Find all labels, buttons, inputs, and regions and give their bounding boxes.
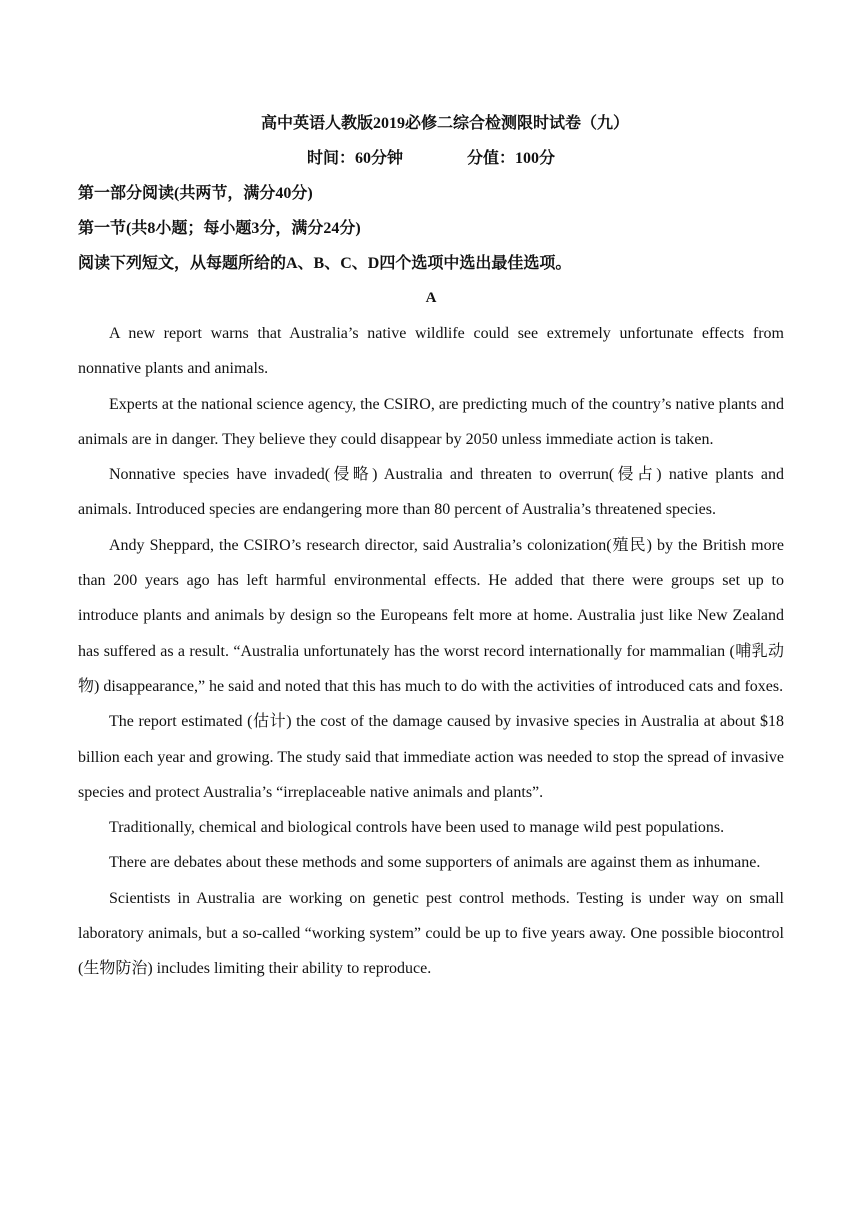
paragraph-5: The report estimated (估计) the cost of the damage caused by invasive species in Australia at about $18 billion each year and growing. The study said that immediate action was needed to stop the spread of invasive species and protect Australia’s “irreplaceable native animals and plants”. bbox=[78, 713, 784, 801]
exam-meta bbox=[78, 141, 784, 176]
exam-title: 高中英语人教版2019必修二综合检测限时试卷（九） bbox=[260, 115, 629, 132]
exam-page bbox=[78, 106, 784, 987]
section-heading: 第一节(共8小题；每小题3分，满分24分) bbox=[78, 220, 361, 237]
total-score: 分值：100分 bbox=[467, 150, 556, 167]
directions-text: 阅读下列短文，从每题所给的A、B、C、D四个选项中选出最佳选项。 bbox=[78, 255, 572, 272]
paragraph-8: Scientists in Australia are working on genetic pest control methods. Testing is under way on small laboratory animals, but a so-called “working system” could be up to five years away. One possible biocontrol (生物防治) includes limiting their ability to reproduce. bbox=[78, 889, 784, 978]
paragraph-3: Nonnative species have invaded(侵略) Australia and threaten to overrun(侵占) native plants and animals. Introduced species are endangering more than 80 percent of Australia’s threatened species. bbox=[78, 466, 784, 519]
paragraph-6: Traditionally, chemical and biological controls have been used to manage wild pest populations. bbox=[109, 819, 725, 837]
part-heading: 第一部分阅读(共两节，满分40分) bbox=[78, 185, 313, 202]
paragraph-4: Andy Sheppard, the CSIRO’s research director, said Australia’s colonization(殖民) by the British more than 200 years ago has left harmful environmental effects. He added that there were groups set up to introduce plants and animals by design so the Europeans felt more at home. Australia just like New Zealand has suffered as a result. “Australia unfortunately has the worst record internationally for mammalian (哺乳动物) disappearance,” he said and noted that this has much to do with the activities of introduced cats and foxes. bbox=[78, 536, 784, 695]
paragraph-2: Experts at the national science agency, the CSIRO, are predicting much of the country’s native plants and animals are in danger. They believe they could disappear by 2050 unless immediate action is taken. bbox=[78, 395, 784, 448]
time-limit: 时间：60分钟 bbox=[306, 150, 403, 167]
passage-letter: A bbox=[425, 290, 437, 306]
paragraph-7: There are debates about these methods and some supporters of animals are against them as inhumane. bbox=[109, 854, 761, 872]
paragraph-1: A new report warns that Australia’s native wildlife could see extremely unfortunate effects from nonnative plants and animals. bbox=[78, 325, 784, 378]
